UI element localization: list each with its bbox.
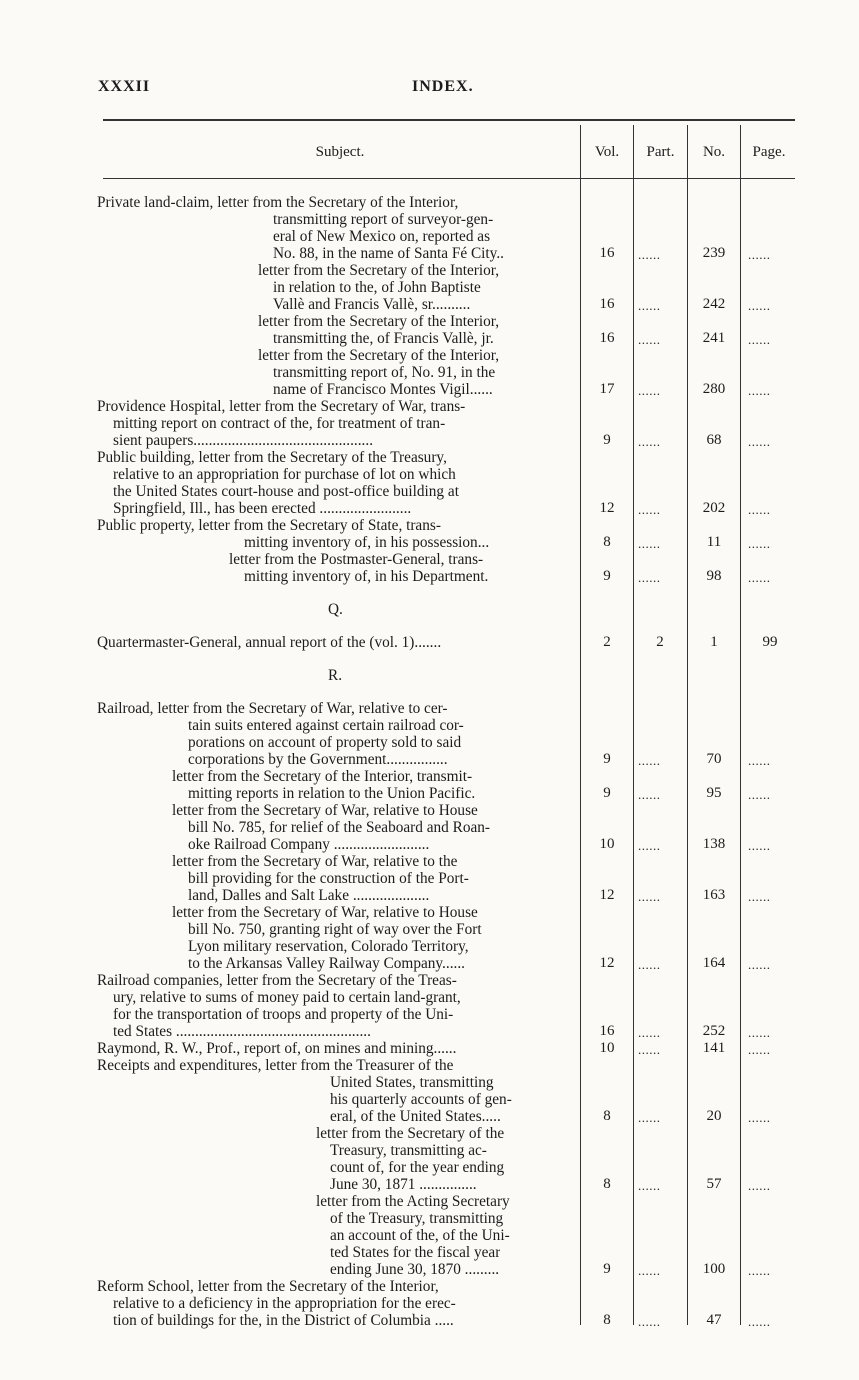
subject-line: bill No. 785, for relief of the Seaboard and Roan- [188, 819, 491, 836]
column-header-subject: Subject. [315, 144, 365, 160]
cell-vol: 8 [603, 1176, 611, 1192]
subject-line: oke Railroad Company ......................... [188, 836, 430, 853]
subject-line: mitting inventory of, in his Department. [244, 568, 489, 585]
subject-line: letter from the Secretary of the Interior, transmit- [172, 768, 473, 785]
cell-vol: 9 [603, 432, 611, 448]
cell-page-leader: ...... [748, 502, 771, 517]
subject-line: Receipts and expenditures, letter from the Treasurer of the [97, 1057, 454, 1074]
cell-page-leader: ...... [748, 536, 771, 551]
subject-line: Railroad, letter from the Secretary of War, relative to cer- [97, 700, 448, 717]
cell-vol: 2 [603, 634, 611, 650]
cell-no: 202 [702, 500, 726, 516]
cell-page-leader: ...... [748, 957, 771, 972]
cell-part-leader: ...... [638, 1178, 661, 1193]
subject-line: sient paupers............................................... [113, 432, 374, 449]
subject-line: letter from the Secretary of War, relative to House [172, 802, 478, 819]
cell-page-leader: ...... [748, 753, 771, 768]
cell-part-leader: ...... [638, 383, 661, 398]
subject-line: of the Treasury, transmitting [330, 1210, 504, 1227]
cell-no: 1 [710, 634, 718, 650]
cell-part-leader: ...... [638, 1263, 661, 1278]
subject-line: for the transportation of troops and property of the Uni- [113, 1006, 454, 1023]
subject-line: Vallè and Francis Vallè, sr.......... [273, 296, 471, 313]
cell-part-leader: ...... [638, 957, 661, 972]
cell-no: 57 [706, 1176, 722, 1192]
cell-page-leader: ...... [748, 1042, 771, 1057]
cell-part-leader: ...... [638, 570, 661, 585]
cell-part-leader: ...... [638, 787, 661, 802]
cell-no: 20 [706, 1108, 722, 1124]
subject-line: ted States for the fiscal year [330, 1244, 501, 1261]
column-rule-page [740, 125, 741, 1325]
cell-no: 138 [702, 836, 726, 852]
subject-line: Raymond, R. W., Prof., report of, on mines and mining...... [97, 1040, 457, 1057]
section-letter: Q. [328, 601, 343, 618]
cell-vol: 17 [599, 381, 615, 397]
cell-part-leader: ...... [638, 1110, 661, 1125]
cell-no: 100 [702, 1261, 726, 1277]
subject-line: Reform School, letter from the Secretary of the Interior, [97, 1278, 439, 1295]
column-header-part: Part. [646, 144, 675, 160]
cell-part-leader: ...... [638, 298, 661, 313]
cell-vol: 9 [603, 568, 611, 584]
subject-line: Quartermaster-General, annual report of the (vol. 1)....... [97, 634, 442, 651]
subject-line: letter from the Acting Secretary [316, 1193, 510, 1210]
subject-line: an account of the, of the Uni- [330, 1227, 510, 1244]
cell-vol: 16 [599, 1023, 615, 1039]
cell-no: 68 [706, 432, 722, 448]
table-top-rule [103, 119, 795, 121]
subject-line: his quarterly accounts of gen- [330, 1091, 512, 1108]
cell-part-leader: ...... [638, 247, 661, 262]
subject-line: bill providing for the construction of the Port- [188, 870, 469, 887]
cell-no: 47 [706, 1312, 722, 1328]
cell-page-leader: ...... [748, 787, 771, 802]
cell-part-leader: ...... [638, 502, 661, 517]
subject-line: Private land-claim, letter from the Secretary of the Interior, [97, 194, 459, 211]
subject-line: corporations by the Government................ [188, 751, 448, 768]
subject-line: count of, for the year ending [330, 1159, 505, 1176]
cell-page-leader: ...... [748, 1025, 771, 1040]
subject-line: relative to a deficiency in the appropriation for the erec- [113, 1295, 456, 1312]
cell-part-leader: ...... [638, 889, 661, 904]
subject-line: bill No. 750, granting right of way over the Fort [188, 921, 482, 938]
cell-vol: 16 [599, 330, 615, 346]
cell-vol: 8 [603, 1108, 611, 1124]
cell-page: 99 [762, 634, 778, 650]
subject-line: ury, relative to sums of money paid to certain land-grant, [113, 989, 461, 1006]
column-rule-no [687, 125, 688, 1325]
subject-line: eral, of the United States..... [330, 1108, 501, 1125]
subject-line: to the Arkansas Valley Railway Company...... [188, 955, 466, 972]
cell-vol: 10 [599, 1040, 615, 1056]
subject-line: letter from the Postmaster-General, trans- [229, 551, 484, 568]
subject-line: ending June 30, 1870 ......... [330, 1261, 500, 1278]
subject-line: transmitting report of, No. 91, in the [273, 364, 496, 381]
cell-part-leader: ...... [638, 536, 661, 551]
cell-page-leader: ...... [748, 1178, 771, 1193]
cell-page-leader: ...... [748, 1110, 771, 1125]
subject-line: letter from the Secretary of War, relative to House [172, 904, 478, 921]
column-header-vol: Vol. [594, 144, 620, 160]
subject-line: the United States court-house and post-office building at [113, 483, 459, 500]
cell-no: 98 [706, 568, 722, 584]
subject-line: Providence Hospital, letter from the Secretary of War, trans- [97, 398, 466, 415]
cell-no: 95 [706, 785, 722, 801]
cell-part: 2 [656, 634, 664, 650]
cell-vol: 9 [603, 785, 611, 801]
subject-line: June 30, 1871 ............... [330, 1176, 477, 1193]
subject-line: letter from the Secretary of the [316, 1125, 505, 1142]
cell-vol: 10 [599, 836, 615, 852]
cell-page-leader: ...... [748, 1263, 771, 1278]
subject-line: letter from the Secretary of the Interior, [258, 347, 500, 364]
subject-line: No. 88, in the name of Santa Fé City.. [273, 245, 504, 262]
subject-line: transmitting report of surveyor-gen- [273, 211, 494, 228]
subject-line: letter from the Secretary of the Interior, [258, 313, 500, 330]
subject-line: letter from the Secretary of the Interior, [258, 262, 500, 279]
cell-page-leader: ...... [748, 570, 771, 585]
cell-vol: 12 [599, 955, 615, 971]
column-rule-part [633, 125, 634, 1325]
subject-line: mitting reports in relation to the Union Pacific. [188, 785, 476, 802]
cell-part-leader: ...... [638, 1025, 661, 1040]
subject-line: mitting report on contract of the, for treatment of tran- [113, 415, 446, 432]
subject-line: Railroad companies, letter from the Secretary of the Treas- [97, 972, 457, 989]
subject-line: tain suits entered against certain railroad cor- [188, 717, 464, 734]
cell-vol: 12 [599, 500, 615, 516]
cell-vol: 8 [603, 1312, 611, 1328]
cell-vol: 16 [599, 245, 615, 261]
subject-line: in relation to the, of John Baptiste [273, 279, 481, 296]
cell-no: 242 [702, 296, 726, 312]
subject-line: Springfield, Ill., has been erected ........................ [113, 500, 412, 517]
section-letter: R. [328, 667, 343, 684]
cell-page-leader: ...... [748, 247, 771, 262]
cell-no: 70 [706, 751, 722, 767]
subject-line: United States, transmitting [330, 1074, 494, 1091]
cell-no: 141 [702, 1040, 726, 1056]
subject-line: land, Dalles and Salt Lake .................... [188, 887, 430, 904]
subject-line: tion of buildings for the, in the District of Columbia ..... [113, 1312, 454, 1329]
subject-line: Public building, letter from the Secretary of the Treasury, [97, 449, 447, 466]
cell-part-leader: ...... [638, 1314, 661, 1329]
table-header-rule [103, 178, 795, 179]
cell-part-leader: ...... [638, 332, 661, 347]
cell-vol: 16 [599, 296, 615, 312]
cell-page-leader: ...... [748, 1314, 771, 1329]
cell-page-leader: ...... [748, 889, 771, 904]
cell-page-leader: ...... [748, 838, 771, 853]
cell-vol: 9 [603, 751, 611, 767]
cell-part-leader: ...... [638, 434, 661, 449]
cell-part-leader: ...... [638, 753, 661, 768]
cell-no: 163 [702, 887, 726, 903]
cell-part-leader: ...... [638, 1042, 661, 1057]
page-number: XXXII [98, 78, 151, 95]
subject-line: Public property, letter from the Secretary of State, trans- [97, 517, 441, 534]
subject-line: Lyon military reservation, Colorado Territory, [188, 938, 469, 955]
subject-line: relative to an appropriation for purchase of lot on which [113, 466, 456, 483]
cell-page-leader: ...... [748, 298, 771, 313]
column-rule-vol [580, 125, 581, 1325]
column-header-no: No. [702, 144, 726, 160]
cell-page-leader: ...... [748, 383, 771, 398]
subject-line: eral of New Mexico on, reported as [273, 228, 491, 245]
subject-line: porations on account of property sold to said [188, 734, 462, 751]
subject-line: name of Francisco Montes Vigil...... [273, 381, 493, 398]
cell-no: 280 [702, 381, 726, 397]
cell-vol: 8 [603, 534, 611, 550]
cell-no: 239 [702, 245, 726, 261]
subject-line: mitting inventory of, in his possession... [244, 534, 490, 551]
cell-page-leader: ...... [748, 332, 771, 347]
subject-line: ted States ................................................... [113, 1023, 371, 1040]
cell-vol: 12 [599, 887, 615, 903]
cell-no: 241 [702, 330, 726, 346]
cell-no: 252 [702, 1023, 726, 1039]
cell-vol: 9 [603, 1261, 611, 1277]
subject-line: transmitting the, of Francis Vallè, jr. [273, 330, 494, 347]
subject-line: letter from the Secretary of War, relative to the [172, 853, 458, 870]
subject-line: Treasury, transmitting ac- [330, 1142, 487, 1159]
page-title: INDEX. [412, 78, 474, 95]
cell-no: 164 [702, 955, 726, 971]
cell-page-leader: ...... [748, 434, 771, 449]
cell-part-leader: ...... [638, 838, 661, 853]
column-header-page: Page. [752, 144, 786, 160]
cell-no: 11 [706, 534, 722, 550]
